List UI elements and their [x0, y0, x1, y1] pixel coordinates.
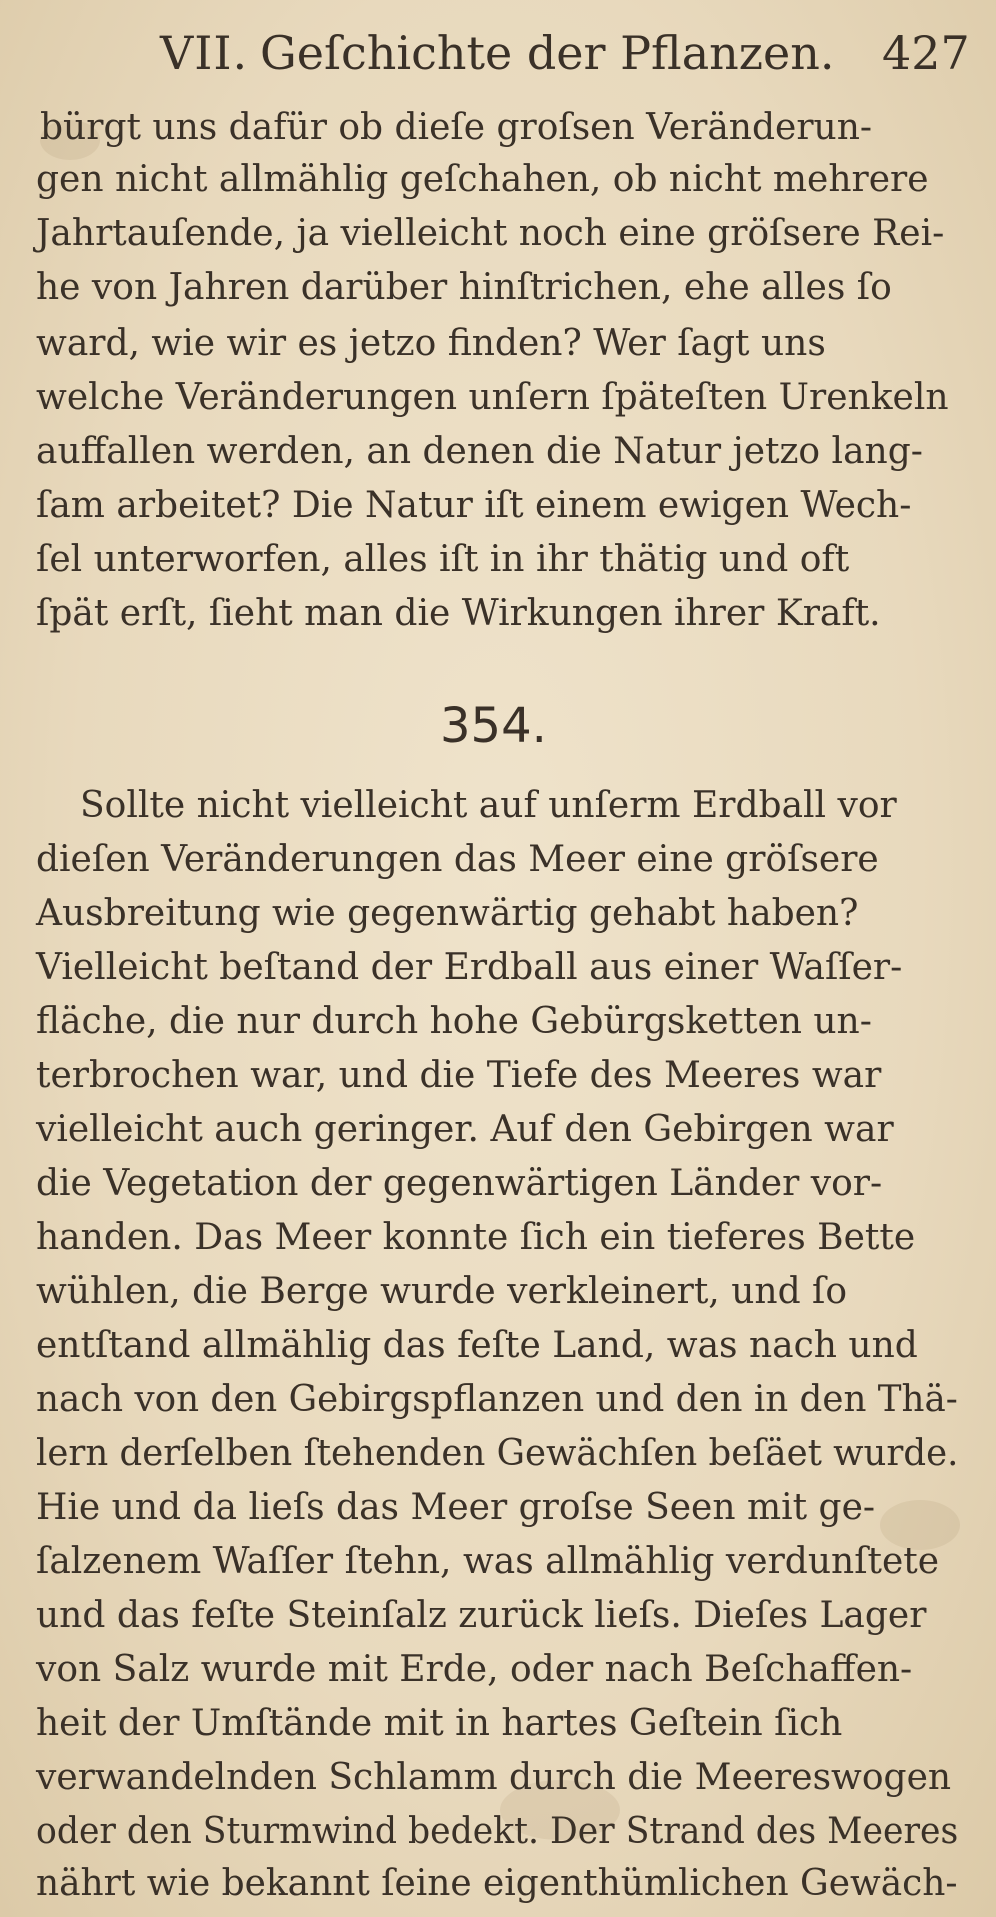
text-line: Vielleicht beſtand der Erdball aus einer Waſſer-: [36, 947, 903, 988]
section-number: 354.: [440, 698, 547, 754]
text-line: Jahrtauſende, ja vielleicht noch eine gröſsere Rei-: [36, 213, 945, 254]
running-header: [0, 22, 996, 92]
running-title: Geſchichte der Pflanzen.: [260, 26, 835, 80]
text-line: ward, wie wir es jetzo finden? Wer ſagt uns: [36, 323, 826, 364]
chapter-number: VII.: [160, 26, 249, 80]
text-line: bürgt uns dafür ob dieſe groſsen Veränderun-: [40, 107, 873, 148]
text-line: fläche, die nur durch hohe Gebürgsketten un-: [36, 1001, 872, 1042]
text-line: terbrochen war, und die Tiefe des Meeres war: [36, 1055, 882, 1096]
text-line: nährt wie bekannt ſeine eigenthümlichen Gewäch-: [36, 1863, 958, 1904]
text-line: ſel unterworfen, alles iſt in ihr thätig und oft: [36, 539, 850, 580]
text-line: he von Jahren darüber hinſtrichen, ehe alles ſo: [36, 267, 892, 308]
text-line: welche Veränderungen unſern ſpäteſten Urenkeln: [36, 377, 949, 418]
text-line: vielleicht auch geringer. Auf den Gebirgen war: [36, 1109, 894, 1150]
text-line: handen. Das Meer konnte ſich ein tieferes Bette: [36, 1217, 916, 1258]
text-line: ſam arbeitet? Die Natur iſt einem ewigen Wech-: [36, 485, 912, 526]
text-line: ſpät erſt, ſieht man die Wirkungen ihrer Kraft.: [36, 593, 881, 634]
text-line: nach von den Gebirgspflanzen und den in den Thä-: [36, 1379, 958, 1420]
text-line: verwandelnden Schlamm durch die Meereswogen: [36, 1757, 952, 1798]
page-number: 427: [882, 26, 970, 80]
text-line: ſalzenem Waſſer ſtehn, was allmählig verdunſtete: [36, 1541, 940, 1582]
text-line: Sollte nicht vielleicht auf unſerm Erdball vor: [80, 785, 897, 826]
text-line: die Vegetation der gegenwärtigen Länder vor-: [36, 1163, 883, 1204]
text-line: Ausbreitung wie gegenwärtig gehabt haben?: [36, 893, 859, 934]
text-line: gen nicht allmählig geſchahen, ob nicht mehrere: [36, 159, 929, 200]
text-line: und das feſte Steinſalz zurück lieſs. Dieſes Lager: [36, 1595, 927, 1636]
text-line: dieſen Veränderungen das Meer eine gröſsere: [36, 839, 879, 880]
text-line: von Salz wurde mit Erde, oder nach Beſchaffen-: [36, 1649, 913, 1690]
text-line: wühlen, die Berge wurde verkleinert, und ſo: [36, 1271, 848, 1312]
text-line: heit der Umſtände mit in hartes Geſtein ſich: [36, 1703, 843, 1744]
text-line: auffallen werden, an denen die Natur jetzo lang-: [36, 431, 923, 472]
text-line: oder den Sturmwind bedekt. Der Strand des Meeres: [36, 1811, 959, 1852]
text-line: lern derſelben ſtehenden Gewächſen beſäet wurde.: [36, 1433, 959, 1474]
text-line: Hie und da lieſs das Meer groſse Seen mit ge-: [36, 1487, 876, 1528]
text-line: entſtand allmählig das feſte Land, was nach und: [36, 1325, 918, 1366]
